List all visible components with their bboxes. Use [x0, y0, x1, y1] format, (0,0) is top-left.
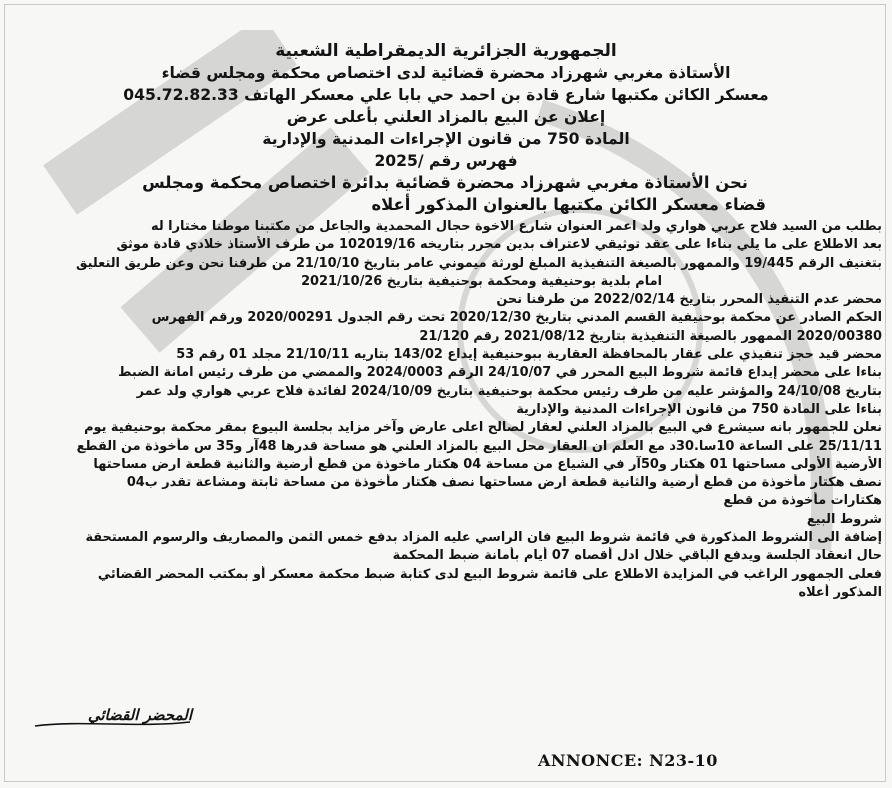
body-line: الأرضية الأولى مساحتها 01 هكتار و50آر في الشياع من مساحة 04 هكتار ماخوذة من قطع أرضية والثانية قطعة ارض مساحتها — [93, 456, 882, 472]
body-line: إضافة الى الشروط المذكورة في قائمة شروط البيع فان الراسي عليه المزاد بدفع خمس الثمن والمصاريف والرسوم المستحقة — [85, 530, 882, 546]
announcement-body — [8, 218, 884, 602]
body-line: 25/11/11 على الساعة 10سا.30د مع العلم ان العقار محل البيع بالمزاد العلني هو مساحة قدرها 48آر و35 س مأخوذة من القطع — [76, 438, 882, 454]
body-line: 2020/00380 الممهور بالصيغة التنفيذية بتاريخ 2021/08/12 رقم 21/120 — [419, 328, 882, 344]
announcement-title: إعلان عن البيع بالمزاد العلني بأعلى عرض — [286, 108, 606, 126]
body-line: بطلب من السيد فلاح عربي هواري ولد اعمر العنوان شارع الاخوة حجال المحمدية والجاعل من مكتبنا موطنا مختارا له — [151, 219, 882, 234]
body-line: نعلن للجمهور بانه سيشرع في البيع بالمزاد العلني لعقار لصالح اعلى عارض وآخر مزايد بجلسة البيوع بمقر محكمة بوحنيفية يوم — [84, 420, 882, 436]
bailiff-title: الأستاذة مغربي شهرزاد محضرة قضائية لدى اختصاص محكمة ومجلس قضاء — [161, 64, 731, 82]
body-line: هكتارات مأخوذة من قطع — [723, 493, 882, 509]
intro-line-1: نحن الأستاذة مغربي شهرزاد محضرة قضائية بدائرة اختصاص محكمة ومجلس — [142, 173, 748, 192]
body-line: محضر قيد حجز تنفيذي على عقار بالمحافظة العقارية ببوحنيفية إيداع 143/02 بتاريه 21/10/11 مجلد 01 رقم 53 — [176, 347, 882, 363]
body-line: بعد الاطلاع على ما يلي بناءا على عقد توثيقي لاعتراف بدين محرر بتاريخه 102019/16 من طرف الأستاذ خلادي قادة موثق — [116, 237, 882, 253]
republic-title: الجمهورية الجزائرية الديمقراطية الشعبية — [275, 41, 617, 61]
bailiff-address: معسكر الكائن مكتبها شارع قادة بن احمد حي بابا علي معسكر الهاتف 045.72.82.33 — [123, 86, 769, 104]
index-number: فهرس رقم /2025 — [374, 152, 518, 170]
announcement-document — [8, 40, 884, 602]
sale-conditions-heading: شروط البيع — [806, 511, 882, 527]
body-line: فعلى الجمهور الراغب في المزايدة الاطلاع على قائمة شروط البيع لدى كتابة ضبط محكمة معسكر أو بمكتب المحضر القضائي — [97, 566, 882, 582]
body-line: محضر عدم التنفيذ المحرر بتاريخ 2022/02/14 من طرفنا نحن — [496, 292, 882, 308]
body-line: امام بلدية بوحنيفية ومحكمة بوحنيفية بتاريخ 2021/10/26 — [301, 273, 662, 289]
body-line: الحكم الصادر عن محكمة بوحنيفية القسم المدني بتاريخ 2020/12/30 تحت رقم الجدول 2020/00291 ورقم الفهرس — [151, 310, 882, 326]
body-line: نصف هكتار مأخوذة من قطع أرضية والثانية قطعة ارض مساحتها نصف هكتار مأخوذة من مساحة ثابتة ومشاعة تقدر ب04 — [126, 475, 882, 491]
body-line: بتغنيف الرقم 19/445 والممهور بالصيغة التنفيذية المبلغ لورثة ميموني عامر بتاريخ 21/10/10 من طرفنا نحن وعن طريق التعليق — [76, 255, 882, 271]
body-line: بناءا على المادة 750 من قانون الإجراءات المدنية والإدارية — [516, 401, 882, 417]
body-line: بتاريخ 24/10/08 والمؤشر عليه من طرف رئيس محكمة بوحنيفية بتاريخ 2024/10/09 لفائدة فلاح عربي هواري ولد عمر — [136, 383, 882, 399]
intro-line-2: قضاء معسكر الكائن مكتبها بالعنوان المذكور أعلاه — [371, 195, 766, 214]
body-line: حال انعقاد الجلسة ويدفع الباقي خلال ادل أقصاه 07 أيام بأمانة ضبط المحكمة — [392, 548, 882, 564]
annonce-number: ANNONCE: N23-10 — [538, 751, 718, 770]
body-line: بناءا على محضر إيداع قائمة شروط البيع المحرر في 24/10/07 الرقم 2024/0003 والممضي من طرف رئيس امانة الضبط — [118, 365, 882, 381]
body-line: المذكور أعلاه — [798, 584, 882, 600]
bailiff-signature: المحضر القضائي — [87, 706, 192, 724]
article-reference: المادة 750 من قانون الإجراءات المدنية والإدارية — [262, 130, 630, 148]
signature-underline — [30, 716, 195, 730]
